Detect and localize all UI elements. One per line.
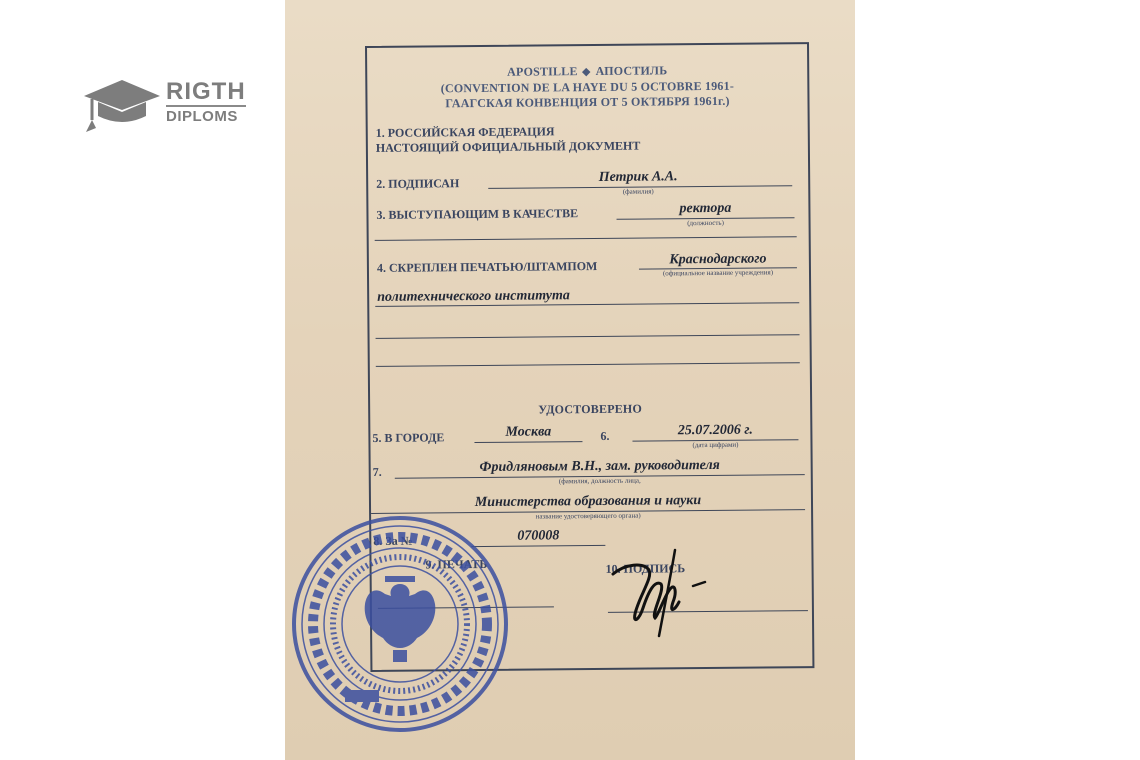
item7-caption: (фамилия, должность лица,	[558, 476, 641, 486]
item6-caption: (дата цифрами)	[692, 440, 739, 450]
item3-label: 3. ВЫСТУПАЮЩИМ В КАЧЕСТВЕ	[376, 206, 579, 222]
item8-label: 8. За №	[373, 533, 413, 548]
item7-caption2: название удостоверяющего органа)	[535, 511, 641, 521]
item6-label: 6.	[600, 428, 610, 443]
item5-label: 5. В ГОРОДЕ	[372, 430, 445, 445]
convention-ru: ГААГСКАЯ КОНВЕНЦИЯ ОТ 5 ОКТЯБРЯ 1961г.)	[445, 93, 730, 111]
official-seal-stamp	[285, 514, 515, 744]
item1-line2: НАСТОЯЩИЙ ОФИЦИАЛЬНЫЙ ДОКУМЕНТ	[375, 138, 641, 155]
item3-extra-line	[375, 236, 797, 241]
item2-caption: (фамилия)	[622, 187, 654, 196]
certified-heading: УДОСТОВЕРЕНО	[538, 401, 643, 417]
item4-value: Краснодарского	[669, 251, 767, 268]
item10-label: 10. ПОДПИСЬ	[605, 561, 686, 576]
item9-label: 9. ПЕЧАТЬ	[425, 556, 488, 572]
brand-logo	[82, 78, 252, 134]
item4-value2: политехнического института	[377, 288, 570, 305]
item2-value: Петрик А.А.	[598, 169, 678, 185]
item3-caption: (должность)	[687, 218, 724, 228]
item1-line1: 1. РОССИЙСКАЯ ФЕДЕРАЦИЯ	[375, 124, 555, 140]
handwritten-signature	[605, 544, 715, 644]
item2-label: 2. ПОДПИСАН	[376, 176, 460, 191]
item4-caption: (официальное название учреждения)	[662, 268, 774, 278]
eagle-emblem-icon	[365, 576, 436, 662]
item5-underline	[474, 441, 582, 443]
brand-name-line1: RIGTH	[166, 78, 246, 105]
title-ru: АПОСТИЛЬ	[595, 63, 668, 78]
graduation-cap-icon	[82, 78, 162, 134]
brand-divider	[166, 105, 246, 107]
item5-value: Москва	[505, 424, 552, 440]
item7-label: 7.	[372, 464, 382, 479]
star-icon	[582, 68, 590, 76]
item3-value: ректора	[679, 200, 732, 217]
item4-line3	[376, 334, 800, 339]
item6-value: 25.07.2006 г.	[677, 422, 753, 439]
convention-fr: (CONVENTION DE LA HAYE DU 5 OCTOBRE 1961-	[440, 78, 735, 96]
apostille-document	[285, 0, 855, 760]
brand-name-line2: DIPLOMS	[166, 108, 238, 125]
item7-value: Фридляновым В.Н., зам. руководителя	[479, 457, 720, 476]
item4-line4	[376, 362, 800, 367]
item7-value2: Министерства образования и науки	[474, 493, 702, 511]
item8-value: 070008	[517, 528, 560, 544]
title-fr: APOSTILLE	[507, 64, 578, 79]
item4-label: 4. СКРЕПЛЕН ПЕЧАТЬЮ/ШТАМПОМ	[376, 258, 598, 275]
